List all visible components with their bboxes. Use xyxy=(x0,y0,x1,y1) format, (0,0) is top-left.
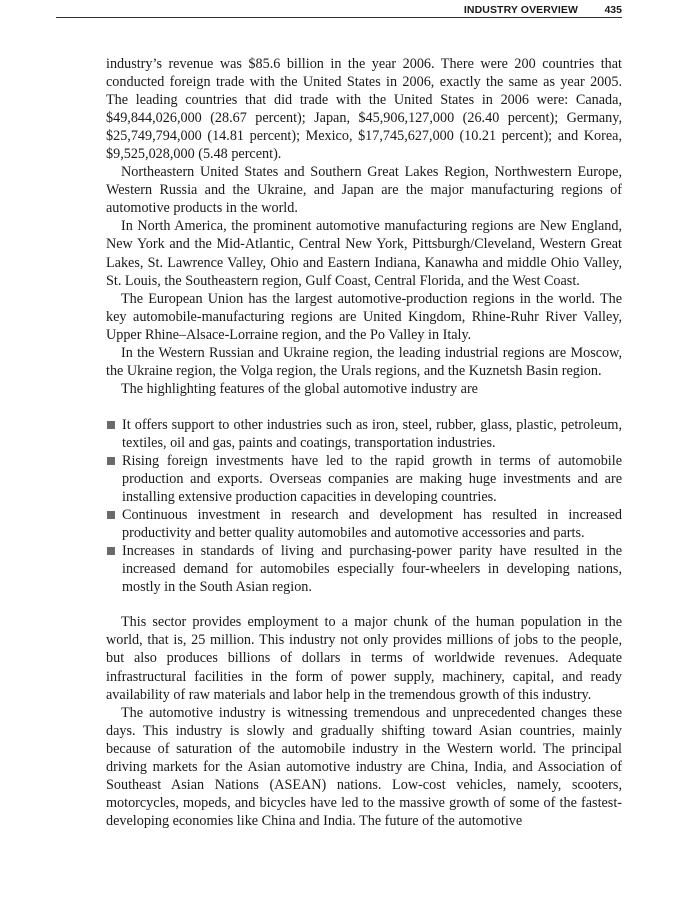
feature-bullet-list xyxy=(106,416,622,596)
list-item-text: Increases in standards of living and purchasing-power parity have resulted in the increased demand for automobiles especially four-wheelers in developing nations, mostly in the South Asian region. xyxy=(122,543,622,596)
list-item xyxy=(106,452,622,506)
list-item xyxy=(106,506,622,542)
running-header xyxy=(56,3,622,18)
square-bullet-icon xyxy=(107,547,115,555)
paragraph: In North America, the prominent automotive manufacturing regions are New England, New York and the Mid-Atlantic, Central New York, Pittsburgh/Cleveland, Western Great Lakes, St. Lawrence Valley, Ohio and Eastern Indiana, Kanawha and middle Ohio Valley, St. Louis, the Southeastern region, Gulf Coast, Central Florida, and the West Coast. xyxy=(106,218,622,289)
page-number: 435 xyxy=(604,4,622,16)
list-item xyxy=(106,416,622,452)
square-bullet-icon xyxy=(107,421,115,429)
paragraph: Northeastern United States and Southern Great Lakes Region, Northwestern Europe, Western Russia and the Ukraine, and Japan are the major manufacturing regions of automotive products in the world. xyxy=(106,164,622,217)
page-body xyxy=(106,55,622,830)
section-gap xyxy=(106,596,622,613)
square-bullet-icon xyxy=(107,457,115,465)
square-bullet-icon xyxy=(107,511,115,519)
paragraph: This sector provides employment to a major chunk of the human population in the world, that is, 25 million. This industry not only provides millions of jobs to the people, but also produces billions of dollars in terms of worldwide revenues. Adequate infrastructural facilities in the form of power supply, machinery, capital, and ready availability of raw materials and labor help in the tremendous growth of this industry. xyxy=(106,614,622,703)
list-item-text: Continuous investment in research and development has resulted in increased productivity and better quality automobiles and automotive accessories and parts. xyxy=(122,507,622,542)
list-item-text: Rising foreign investments have led to the rapid growth in terms of automobile production and exports. Overseas companies are making huge investments and are installing extensive production capacities in developing countries. xyxy=(122,452,622,506)
paragraph: The European Union has the largest automotive-production regions in the world. The key automobile-manufacturing regions are United Kingdom, Rhine-Ruhr River Valley, Upper Rhine–Alsace-Lorraine region, and the Po Valley in Italy. xyxy=(106,290,622,343)
running-title: INDUSTRY OVERVIEW xyxy=(463,4,578,16)
paragraph: The automotive industry is witnessing tremendous and unprecedented changes these days. This industry is slowly and gradually shifting toward Asian countries, mainly because of saturation of the automobile industry in the Western world. The principal driving markets for the Asian automotive industry are China, India, and Association of Southeast Asian Nations (ASEAN) nations. Low-cost vehicles, namely, scooters, motorcycles, mopeds, and bicycles have led to the massive growth of some of the fastest-developing economies like China and India. The future of the automotive xyxy=(106,704,622,829)
paragraph-intro-list: The highlighting features of the global automotive industry are xyxy=(121,380,478,397)
paragraph-continued: industry’s revenue was $85.6 billion in the year 2006. There were 200 countries that conducted foreign trade with the United States in 2006, exactly the same as year 2005. The leading countries that did trade with the United States in 2006 were: Canada, $49,844,026,000 (28.67 percent); Japan, $45,906,127,000 (26.40 percent); Germany, $25,749,794,000 (14.81 percent); Mexico, $17,745,627,000 (10.21 percent); and Korea, $9,525,028,000 (5.48 percent). xyxy=(106,56,622,163)
list-item-text: It offers support to other industries such as iron, steel, rubber, glass, plastic, petroleum, textiles, oil and gas, paints and coatings, transportation industries. xyxy=(122,416,622,451)
list-item xyxy=(106,542,622,596)
paragraph: In the Western Russian and Ukraine region, the leading industrial regions are Moscow, the Ukraine region, the Volga region, the Urals regions, and the Kuznetsh Basin region. xyxy=(106,344,622,379)
